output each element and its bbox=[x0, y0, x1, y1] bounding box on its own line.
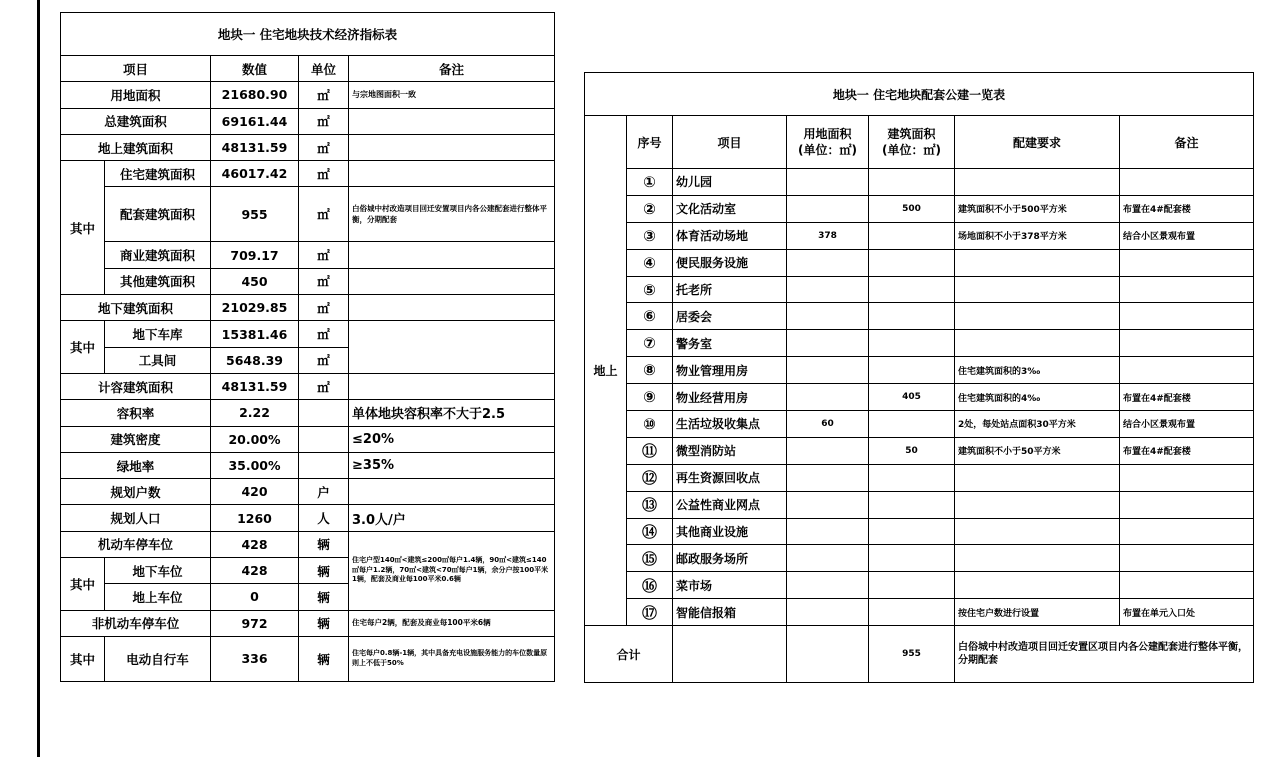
row-unit: 人 bbox=[299, 505, 349, 531]
facility-note bbox=[1120, 464, 1254, 491]
row-label: 用地面积 bbox=[61, 82, 211, 108]
facility-build-area bbox=[869, 330, 955, 357]
facility-note bbox=[1120, 357, 1254, 384]
facility-requirement bbox=[955, 303, 1120, 330]
table-row bbox=[61, 610, 555, 636]
facility-no: ⑪ bbox=[627, 437, 673, 464]
table-title: 地块一 住宅地块配套公建一览表 bbox=[585, 73, 1254, 116]
row-note: ≥35% bbox=[349, 452, 555, 478]
supporting-facilities-table bbox=[584, 72, 1254, 683]
facility-build-area bbox=[869, 599, 955, 626]
table-row bbox=[61, 134, 555, 160]
facility-no: ⑦ bbox=[627, 330, 673, 357]
facility-note bbox=[1120, 249, 1254, 276]
row-label: 商业建筑面积 bbox=[105, 242, 211, 268]
row-value: 0 bbox=[211, 584, 299, 610]
row-label: 地下建筑面积 bbox=[61, 295, 211, 321]
row-value: 428 bbox=[211, 558, 299, 584]
table-row bbox=[585, 195, 1254, 222]
left-margin-line bbox=[37, 0, 40, 757]
row-value: 21029.85 bbox=[211, 295, 299, 321]
facility-name: 居委会 bbox=[673, 303, 787, 330]
row-value: 48131.59 bbox=[211, 373, 299, 399]
table-row bbox=[61, 108, 555, 134]
row-label: 绿地率 bbox=[61, 452, 211, 478]
row-note bbox=[349, 242, 555, 268]
total-row bbox=[585, 626, 1254, 683]
tech-econ-indicator-table bbox=[60, 12, 555, 682]
facility-requirement: 场地面积不小于378平方米 bbox=[955, 222, 1120, 249]
facility-name: 物业管理用房 bbox=[673, 357, 787, 384]
facility-land-area bbox=[787, 249, 869, 276]
table-row bbox=[585, 491, 1254, 518]
facility-no: ⑩ bbox=[627, 411, 673, 438]
row-value: 21680.90 bbox=[211, 82, 299, 108]
facility-note: 布置在4#配套楼 bbox=[1120, 195, 1254, 222]
row-note: 白俗城中村改造项目回迁安置项目内各公建配套进行整体平衡，分期配套 bbox=[349, 187, 555, 242]
facility-note bbox=[1120, 330, 1254, 357]
row-value: 428 bbox=[211, 531, 299, 557]
row-value: 5648.39 bbox=[211, 347, 299, 373]
facility-land-area bbox=[787, 303, 869, 330]
facility-build-area bbox=[869, 491, 955, 518]
row-value: 709.17 bbox=[211, 242, 299, 268]
facility-requirement bbox=[955, 545, 1120, 572]
header-item: 项目 bbox=[673, 116, 787, 169]
facility-note bbox=[1120, 303, 1254, 330]
facility-no: ④ bbox=[627, 249, 673, 276]
facility-no: ⑫ bbox=[627, 464, 673, 491]
facility-land-area bbox=[787, 330, 869, 357]
facility-name: 体育活动场地 bbox=[673, 222, 787, 249]
table-row bbox=[585, 437, 1254, 464]
row-unit: 辆 bbox=[299, 636, 349, 681]
facility-land-area bbox=[787, 491, 869, 518]
row-note: 住宅每户2辆，配套及商业每100平米6辆 bbox=[349, 610, 555, 636]
table-title: 地块一 住宅地块技术经济指标表 bbox=[61, 13, 555, 56]
row-unit: ㎡ bbox=[299, 268, 349, 294]
table-row bbox=[61, 373, 555, 399]
table-row bbox=[61, 400, 555, 426]
facility-no: ⑮ bbox=[627, 545, 673, 572]
facility-requirement bbox=[955, 249, 1120, 276]
row-note: 住宅户型140㎡<建筑≤200㎡每户1.4辆，90㎡<建筑≤140㎡每户1.2辆，70㎡<建筑<70㎡每户1辆，余分户按100平米1辆，配套及商业每100平米0.6辆 bbox=[349, 531, 555, 610]
row-label: 其他建筑面积 bbox=[105, 268, 211, 294]
table-row bbox=[585, 169, 1254, 196]
table-row bbox=[61, 268, 555, 294]
facility-name: 托老所 bbox=[673, 276, 787, 303]
table-header-row bbox=[61, 56, 555, 82]
row-value: 46017.42 bbox=[211, 161, 299, 187]
facility-land-area bbox=[787, 437, 869, 464]
facility-requirement bbox=[955, 276, 1120, 303]
row-label: 总建筑面积 bbox=[61, 108, 211, 134]
facility-name: 物业经营用房 bbox=[673, 384, 787, 411]
facility-land-area bbox=[787, 545, 869, 572]
facility-build-area: 500 bbox=[869, 195, 955, 222]
facility-note bbox=[1120, 276, 1254, 303]
row-note: 与宗地图面积一致 bbox=[349, 82, 555, 108]
table-row bbox=[61, 452, 555, 478]
row-unit: ㎡ bbox=[299, 161, 349, 187]
facility-requirement bbox=[955, 330, 1120, 357]
table-row bbox=[585, 303, 1254, 330]
header-item: 项目 bbox=[61, 56, 211, 82]
table-row bbox=[585, 384, 1254, 411]
row-unit: 辆 bbox=[299, 610, 349, 636]
facility-note: 布置在单元入口处 bbox=[1120, 599, 1254, 626]
facility-land-area bbox=[787, 195, 869, 222]
row-unit: ㎡ bbox=[299, 108, 349, 134]
facility-name: 其他商业设施 bbox=[673, 518, 787, 545]
facility-name: 菜市场 bbox=[673, 572, 787, 599]
row-note bbox=[349, 134, 555, 160]
facility-note bbox=[1120, 169, 1254, 196]
facility-note: 布置在4#配套楼 bbox=[1120, 384, 1254, 411]
row-label: 机动车停车位 bbox=[61, 531, 211, 557]
row-note bbox=[349, 161, 555, 187]
table-row bbox=[61, 161, 555, 187]
table-row bbox=[585, 545, 1254, 572]
row-unit: ㎡ bbox=[299, 373, 349, 399]
header-land-area: 用地面积 (单位：㎡) bbox=[787, 116, 869, 169]
facility-land-area bbox=[787, 169, 869, 196]
table-row bbox=[61, 479, 555, 505]
row-note bbox=[349, 295, 555, 321]
table-row bbox=[61, 295, 555, 321]
row-value: 15381.46 bbox=[211, 321, 299, 347]
facility-name: 幼儿园 bbox=[673, 169, 787, 196]
facility-build-area bbox=[869, 464, 955, 491]
group-label: 其中 bbox=[61, 161, 105, 295]
row-label: 配套建筑面积 bbox=[105, 187, 211, 242]
row-label: 规划人口 bbox=[61, 505, 211, 531]
row-note bbox=[349, 373, 555, 399]
row-unit: 辆 bbox=[299, 584, 349, 610]
facility-no: ⑯ bbox=[627, 572, 673, 599]
facility-note: 结合小区景观布置 bbox=[1120, 411, 1254, 438]
row-label: 容积率 bbox=[61, 400, 211, 426]
facility-requirement: 建筑面积不小于50平方米 bbox=[955, 437, 1120, 464]
facility-build-area bbox=[869, 249, 955, 276]
facility-no: ① bbox=[627, 169, 673, 196]
facility-land-area bbox=[787, 572, 869, 599]
row-note bbox=[349, 108, 555, 134]
facility-requirement: 住宅建筑面积的3‰ bbox=[955, 357, 1120, 384]
row-label: 地下车库 bbox=[105, 321, 211, 347]
row-value: 35.00% bbox=[211, 452, 299, 478]
total-land bbox=[673, 626, 787, 683]
table-row bbox=[585, 276, 1254, 303]
row-unit: ㎡ bbox=[299, 347, 349, 373]
row-unit bbox=[299, 400, 349, 426]
facility-name: 智能信报箱 bbox=[673, 599, 787, 626]
row-value: 69161.44 bbox=[211, 108, 299, 134]
facility-requirement bbox=[955, 572, 1120, 599]
row-unit: ㎡ bbox=[299, 321, 349, 347]
row-value: 336 bbox=[211, 636, 299, 681]
facility-build-area bbox=[869, 276, 955, 303]
row-unit: ㎡ bbox=[299, 187, 349, 242]
row-value: 20.00% bbox=[211, 426, 299, 452]
table-row bbox=[585, 464, 1254, 491]
facility-build-area bbox=[869, 545, 955, 572]
facility-no: ⑨ bbox=[627, 384, 673, 411]
row-label: 非机动车停车位 bbox=[61, 610, 211, 636]
row-value: 1260 bbox=[211, 505, 299, 531]
table-row bbox=[61, 187, 555, 242]
facility-requirement: 按住宅户数进行设置 bbox=[955, 599, 1120, 626]
facility-build-area bbox=[869, 518, 955, 545]
row-unit: ㎡ bbox=[299, 134, 349, 160]
group-label: 其中 bbox=[61, 636, 105, 681]
facility-no: ⑧ bbox=[627, 357, 673, 384]
row-note: 3.0人/户 bbox=[349, 505, 555, 531]
row-note bbox=[349, 321, 555, 374]
table-row bbox=[61, 321, 555, 347]
facility-note bbox=[1120, 572, 1254, 599]
facility-land-area bbox=[787, 464, 869, 491]
facility-land-area bbox=[787, 276, 869, 303]
facility-note: 结合小区景观布置 bbox=[1120, 222, 1254, 249]
row-label: 工具间 bbox=[105, 347, 211, 373]
row-label: 电动自行车 bbox=[105, 636, 211, 681]
header-unit: 单位 bbox=[299, 56, 349, 82]
facility-build-area bbox=[869, 572, 955, 599]
facility-land-area bbox=[787, 599, 869, 626]
header-value: 数值 bbox=[211, 56, 299, 82]
row-unit: ㎡ bbox=[299, 82, 349, 108]
row-unit: 辆 bbox=[299, 558, 349, 584]
row-unit bbox=[299, 452, 349, 478]
table-row bbox=[61, 505, 555, 531]
header-build-area: 建筑面积 (单位：㎡) bbox=[869, 116, 955, 169]
row-label: 地下车位 bbox=[105, 558, 211, 584]
table-row bbox=[61, 531, 555, 557]
row-label: 住宅建筑面积 bbox=[105, 161, 211, 187]
table-header-row bbox=[585, 116, 1254, 169]
facility-name: 便民服务设施 bbox=[673, 249, 787, 276]
facility-build-area bbox=[869, 411, 955, 438]
table-row bbox=[585, 599, 1254, 626]
facility-name: 文化活动室 bbox=[673, 195, 787, 222]
total-label: 合计 bbox=[585, 626, 673, 683]
facility-no: ⑬ bbox=[627, 491, 673, 518]
facility-requirement: 住宅建筑面积的4‰ bbox=[955, 384, 1120, 411]
row-note: ≤20% bbox=[349, 426, 555, 452]
facility-build-area bbox=[869, 303, 955, 330]
row-label: 规划户数 bbox=[61, 479, 211, 505]
row-unit: ㎡ bbox=[299, 242, 349, 268]
row-value: 972 bbox=[211, 610, 299, 636]
facility-note bbox=[1120, 518, 1254, 545]
facility-name: 警务室 bbox=[673, 330, 787, 357]
facility-note: 布置在4#配套楼 bbox=[1120, 437, 1254, 464]
facility-build-area: 405 bbox=[869, 384, 955, 411]
row-label: 地上车位 bbox=[105, 584, 211, 610]
facility-requirement bbox=[955, 491, 1120, 518]
facility-note bbox=[1120, 491, 1254, 518]
table-row bbox=[61, 242, 555, 268]
row-unit bbox=[299, 426, 349, 452]
facility-land-area: 378 bbox=[787, 222, 869, 249]
row-value: 2.22 bbox=[211, 400, 299, 426]
row-label: 计容建筑面积 bbox=[61, 373, 211, 399]
facility-name: 公益性商业网点 bbox=[673, 491, 787, 518]
facility-no: ⑥ bbox=[627, 303, 673, 330]
facility-land-area: 60 bbox=[787, 411, 869, 438]
group-label: 其中 bbox=[61, 558, 105, 611]
facility-land-area bbox=[787, 518, 869, 545]
row-note bbox=[349, 479, 555, 505]
row-note bbox=[349, 268, 555, 294]
facility-name: 邮政服务场所 bbox=[673, 545, 787, 572]
row-value: 955 bbox=[211, 187, 299, 242]
facility-no: ② bbox=[627, 195, 673, 222]
table-row bbox=[585, 222, 1254, 249]
table-row bbox=[61, 636, 555, 681]
facility-note bbox=[1120, 545, 1254, 572]
facility-requirement: 建筑面积不小于500平方米 bbox=[955, 195, 1120, 222]
facility-requirement bbox=[955, 518, 1120, 545]
row-unit: ㎡ bbox=[299, 295, 349, 321]
facility-build-area bbox=[869, 169, 955, 196]
facility-build-area: 50 bbox=[869, 437, 955, 464]
table-row bbox=[585, 518, 1254, 545]
group-label: 其中 bbox=[61, 321, 105, 374]
row-value: 48131.59 bbox=[211, 134, 299, 160]
row-label: 建筑密度 bbox=[61, 426, 211, 452]
table-row bbox=[61, 82, 555, 108]
header-no: 序号 bbox=[627, 116, 673, 169]
row-value: 450 bbox=[211, 268, 299, 294]
header-note: 备注 bbox=[1120, 116, 1254, 169]
row-value: 420 bbox=[211, 479, 299, 505]
facility-requirement bbox=[955, 169, 1120, 196]
facility-name: 再生资源回收点 bbox=[673, 464, 787, 491]
facility-name: 生活垃圾收集点 bbox=[673, 411, 787, 438]
facility-build-area bbox=[869, 357, 955, 384]
facility-requirement bbox=[955, 464, 1120, 491]
table-row bbox=[585, 572, 1254, 599]
facility-no: ⑭ bbox=[627, 518, 673, 545]
row-note: 单体地块容积率不大于2.5 bbox=[349, 400, 555, 426]
facility-land-area bbox=[787, 357, 869, 384]
table-row bbox=[585, 330, 1254, 357]
header-requirement: 配建要求 bbox=[955, 116, 1120, 169]
row-unit: 辆 bbox=[299, 531, 349, 557]
facility-name: 微型消防站 bbox=[673, 437, 787, 464]
facility-land-area bbox=[787, 384, 869, 411]
total-build-area: 955 bbox=[869, 626, 955, 683]
facility-requirement: 2处，每处站点面积30平方米 bbox=[955, 411, 1120, 438]
facility-no: ③ bbox=[627, 222, 673, 249]
table-row bbox=[61, 426, 555, 452]
table-row bbox=[585, 249, 1254, 276]
row-label: 地上建筑面积 bbox=[61, 134, 211, 160]
total-land-area bbox=[787, 626, 869, 683]
table-row bbox=[585, 411, 1254, 438]
total-requirement: 白俗城中村改造项目回迁安置区项目内各公建配套进行整体平衡，分期配套 bbox=[955, 626, 1254, 683]
facility-no: ⑤ bbox=[627, 276, 673, 303]
header-note: 备注 bbox=[349, 56, 555, 82]
row-note: 住宅每户0.8辆-1辆，其中具备充电设施服务能力的车位数量原则上不低于50% bbox=[349, 636, 555, 681]
group-label: 地上 bbox=[585, 116, 627, 626]
table-row bbox=[585, 357, 1254, 384]
facility-build-area bbox=[869, 222, 955, 249]
row-unit: 户 bbox=[299, 479, 349, 505]
facility-no: ⑰ bbox=[627, 599, 673, 626]
